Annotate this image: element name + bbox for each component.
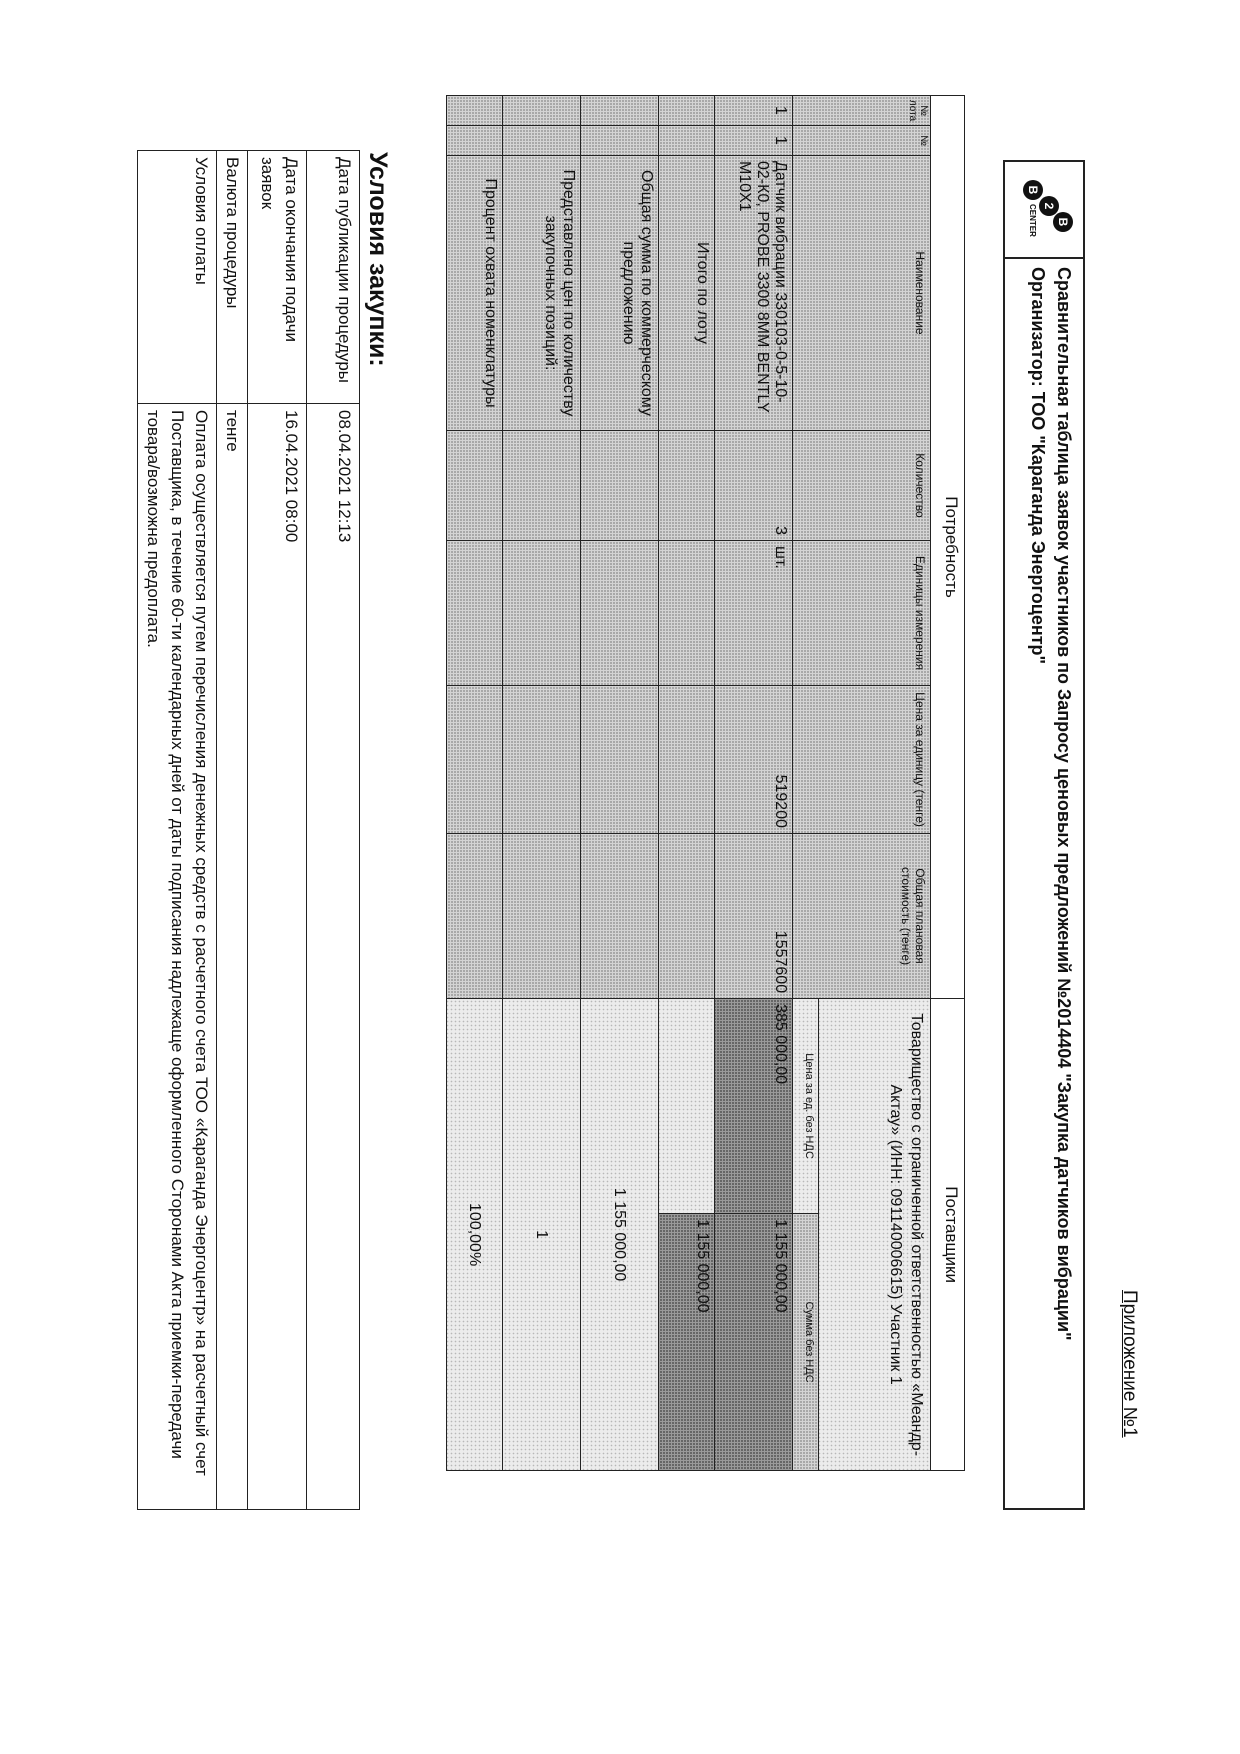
lot-total-value: 1 155 000,00 [659, 1214, 715, 1471]
condition-label: Условия оплаты [138, 151, 217, 404]
table-row [447, 96, 503, 1471]
table-row [659, 96, 715, 1471]
item-unit: шт. [715, 541, 793, 686]
logo-text: CENTER [1028, 204, 1037, 237]
table-row [307, 151, 360, 1510]
col-name-header: Наименование [793, 156, 931, 431]
conditions-table [137, 150, 360, 1510]
positions-value: 1 [503, 999, 581, 1471]
table-row [503, 96, 581, 1471]
table-row [138, 151, 217, 1510]
item-no: 1 [715, 126, 793, 156]
group-need-header: Потребность [931, 96, 965, 999]
item-sum-novat: 1 155 000,00 [715, 1214, 793, 1471]
col-no-header: № [793, 126, 931, 156]
col-price-header: Цена за единицу (тенге) [793, 686, 931, 834]
positions-label: Представлено цен по количеству закупочных позиций: [503, 156, 581, 431]
condition-value: Оплата осуществляется путем перечисления денежных средств с расчетного счета ТОО «Караганда Энергоцентр» на расчетный счет Поставщика, в течение 60-ти календарных дней от даты подписания надлежаще оформленного Сторонами Акта приемки-передачи товара/возможна предоплата. [138, 404, 217, 1510]
logo-letter-1: B [1023, 180, 1043, 200]
col-total-header: Общая плановая стоимость (тенге) [793, 834, 931, 999]
lot-total-label: Итого по лоту [659, 156, 715, 431]
appendix-label: Приложение №1 [1119, 1290, 1140, 1438]
col-unit-price-novat-header: Цена за ед. без НДС [793, 999, 819, 1214]
item-lot: 1 [715, 96, 793, 126]
col-sum-novat-header: Сумма без НДС [793, 1214, 819, 1471]
table-row [581, 96, 659, 1471]
col-qty-header: Количество [793, 431, 931, 541]
item-qty: 3 [715, 431, 793, 541]
supplier-name: Товарищество с ограниченной ответственностью «Меандр-Актау» (ИНН: 091140006615) Участник 1 [819, 999, 931, 1471]
item-total: 1557600 [715, 834, 793, 999]
item-price: 519200 [715, 686, 793, 834]
coverage-label: Процент охвата номенклатуры [447, 156, 503, 431]
logo-letter-3: B [1053, 212, 1073, 232]
coverage-value: 100,00% [447, 999, 503, 1471]
condition-value: тенге [217, 404, 248, 1510]
conditions-title: Условия закупки: [364, 152, 392, 367]
b2b-center-logo [1005, 162, 1083, 259]
condition-value: 08.04.2021 12:13 [307, 404, 360, 1510]
condition-value: 16.04.2021 08:00 [248, 404, 307, 1510]
col-lot-header: № лота [793, 96, 931, 126]
commercial-value: 1 155 000,00 [581, 999, 659, 1471]
item-unit-price-novat: 385 000,00 [715, 999, 793, 1214]
condition-label: Дата окончания подачи заявок [248, 151, 307, 404]
table-row [217, 151, 248, 1510]
document-header [1003, 160, 1085, 1510]
document-title: Сравнительная таблица заявок участников по Запросу ценовых предложений №2014404 "Закупка датчиков вибрации" [1054, 267, 1074, 1341]
item-name: Датчик вибрации 330103-0-5-10-02-К0, PROBE 3300 8MM BENTLY M10X1 [715, 156, 793, 431]
table-row [715, 96, 793, 1471]
group-suppliers-header: Поставщики [931, 999, 965, 1471]
header-text [1005, 259, 1083, 1349]
logo-letter-2: 2 [1039, 196, 1059, 216]
table-row [248, 151, 307, 1510]
comparison-table [446, 95, 965, 1471]
organizer: Организатор: ТОО "Караганда Энергоцентр" [1028, 267, 1048, 665]
condition-label: Дата публикации процедуры [307, 151, 360, 404]
col-unit-header: Единицы измерения [793, 541, 931, 686]
condition-label: Валюта процедуры [217, 151, 248, 404]
commercial-label: Общая сумма по коммерческому предложению [581, 156, 659, 431]
